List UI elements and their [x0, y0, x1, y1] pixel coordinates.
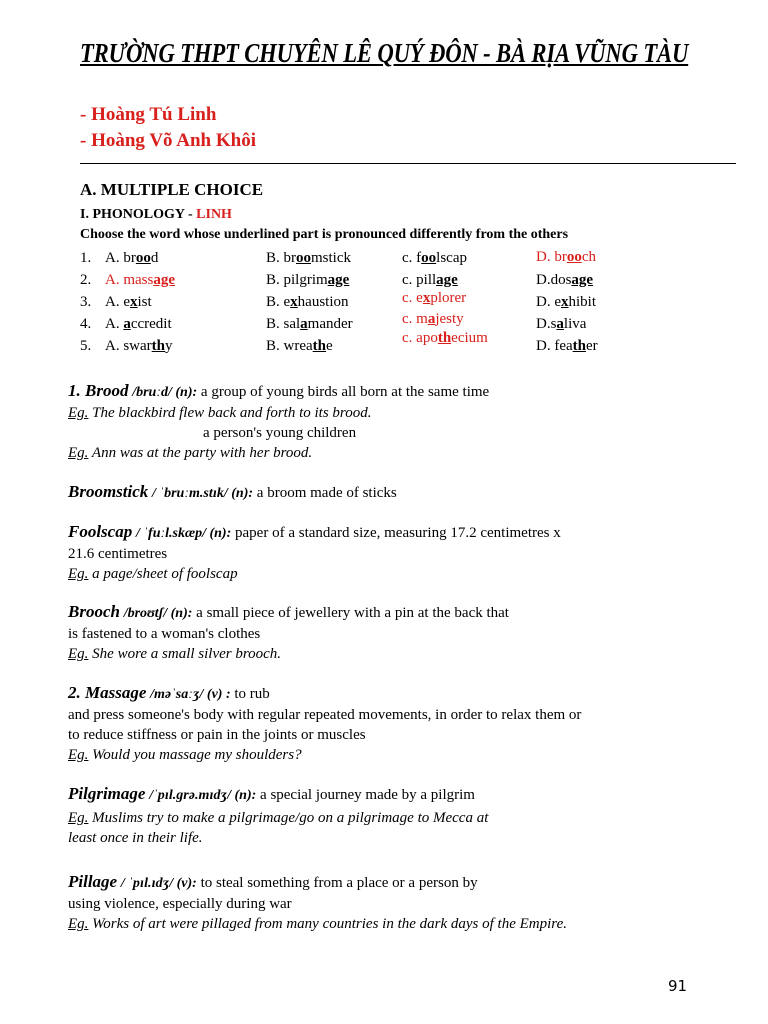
question-1-option-a: A. brood: [105, 250, 159, 266]
school-title: TRƯỜNG THPT CHUYÊN LÊ QUÝ ĐÔN - BÀ RỊA VŨNG TÀU: [80, 38, 689, 68]
question-4-option-a: A. accredit: [105, 316, 172, 332]
question-3-option-b: B. exhaustion: [266, 294, 349, 310]
question-1-option-c: c. foolscap: [402, 250, 467, 266]
entry-foolscap: Foolscap / ˈfuːl.skæp/ (n): paper of a standard size, measuring 17.2 centimetres x 21.6 centimetres Eg. a page/sheet of foolscap: [68, 522, 561, 582]
instruction: Choose the word whose underlined part is pronounced differently from the others: [80, 227, 569, 242]
question-2-option-b: B. pilgrimage: [266, 272, 350, 288]
question-4-option-d: D.saliva: [536, 316, 587, 332]
entry-pilgrimage: Pilgrimage /ˈpɪl.ɡrə.mɪdʒ/ (n): a special journey made by a pilgrim Eg. Muslims try to make a pilgrimage/go on a pilgrimage to Mecca at least once in their life.: [68, 784, 489, 846]
entry-pillage: Pillage / ˈpɪl.ɪdʒ/ (v): to steal something from a place or a person by using violence, especially during war Eg. Works of art were pillaged from many countries in the dark days of the Empire.: [68, 872, 567, 932]
question-number: 2.: [80, 272, 92, 288]
author-2: - Hoàng Võ Anh Khôi: [80, 130, 256, 151]
question-4-option-b: B. salamander: [266, 316, 353, 332]
question-3-option-a: A. exist: [105, 294, 152, 310]
question-number: 4.: [80, 316, 92, 332]
question-number: 5.: [80, 338, 92, 354]
entry-massage: 2. Massage /məˈsɑːʒ/ (v) : to rub and press someone's body with regular repeated movements, in order to relax them or to reduce stiffness or pain in the joints or muscles Eg. Would you massage my shoulders?: [68, 683, 582, 763]
question-2-option-a: A. massage: [105, 272, 176, 288]
subsection-heading: I. PHONOLOGY - LINH: [80, 207, 232, 222]
entry-brooch: Brooch /broʊtʃ/ (n): a small piece of jewellery with a pin at the back that is fastened to a woman's clothes Eg. She wore a small silver brooch.: [68, 602, 509, 662]
question-5-option-b: B. wreathe: [266, 338, 333, 354]
section-heading: A. MULTIPLE CHOICE: [80, 180, 264, 199]
question-2-option-c: c. pillage: [402, 272, 458, 288]
entry-broomstick: Broomstick / ˈbruːm.stɪk/ (n): a broom made of sticks: [68, 482, 397, 501]
author-1: - Hoàng Tú Linh: [80, 104, 217, 125]
question-4-option-c: c. majesty: [402, 311, 464, 327]
question-2-option-d: D.dosage: [536, 272, 594, 288]
question-5-option-c: c. apothecium: [402, 330, 488, 346]
question-1-option-b: B. broomstick: [266, 250, 351, 266]
question-3-option-c: c. explorer: [402, 290, 467, 306]
question-5-option-d: D. feather: [536, 338, 598, 354]
page-number: 91: [668, 977, 688, 995]
header-divider: [80, 163, 736, 164]
question-1-option-d: D. brooch: [536, 249, 596, 265]
question-5-option-a: A. swarthy: [105, 338, 173, 354]
entry-brood: 1. Brood /bruːd/ (n): a group of young birds all born at the same time Eg. The blackbird flew back and forth to its brood. a person's young children Eg. Ann was at the party with her brood.: [68, 381, 490, 461]
question-number: 3.: [80, 294, 92, 310]
question-number: 1.: [80, 250, 92, 266]
question-3-option-d: D. exhibit: [536, 294, 597, 310]
